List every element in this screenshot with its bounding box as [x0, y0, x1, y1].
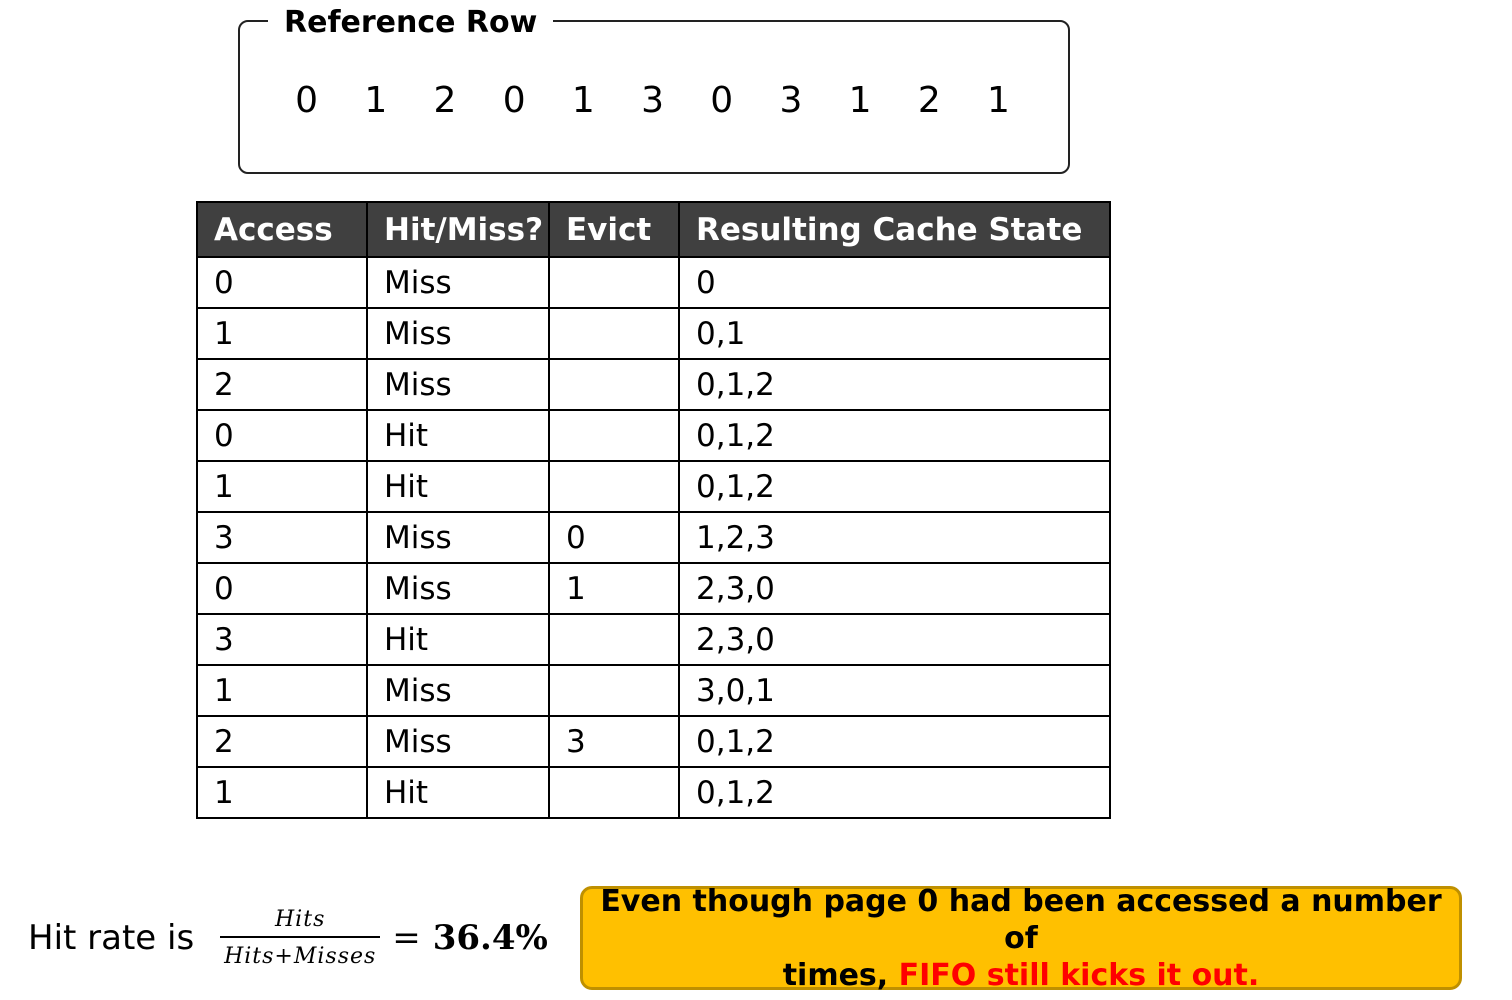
cell-hit-miss: Hit	[367, 410, 549, 461]
cell-evict: 0	[549, 512, 679, 563]
cell-cache-state: 0,1,2	[679, 716, 1110, 767]
cell-hit-miss: Miss	[367, 665, 549, 716]
fifo-cache-table	[196, 201, 1111, 819]
cell-evict	[549, 359, 679, 410]
cell-cache-state: 0,1,2	[679, 359, 1110, 410]
cell-cache-state: 2,3,0	[679, 563, 1110, 614]
reference-value: 0	[502, 80, 526, 121]
table-row	[197, 716, 1110, 767]
fraction-numerator: Hits	[275, 907, 326, 932]
cell-cache-state: 0	[679, 257, 1110, 308]
cell-cache-state: 0,1	[679, 308, 1110, 359]
hit-rate-formula	[28, 908, 548, 968]
hit-rate-fraction	[220, 907, 380, 969]
cell-cache-state: 0,1,2	[679, 767, 1110, 818]
cell-access: 0	[197, 257, 367, 308]
table-row	[197, 614, 1110, 665]
cell-hit-miss: Miss	[367, 359, 549, 410]
reference-value: 3	[641, 80, 664, 121]
cell-evict: 1	[549, 563, 679, 614]
cell-evict	[549, 767, 679, 818]
callout-line-2-plain: times,	[782, 957, 899, 993]
cell-evict	[549, 308, 679, 359]
cell-evict	[549, 257, 679, 308]
cell-evict	[549, 461, 679, 512]
equals-sign: =	[392, 918, 421, 958]
cell-access: 0	[197, 410, 367, 461]
table-row	[197, 665, 1110, 716]
header-cache-state: Resulting Cache State	[679, 202, 1110, 257]
cell-hit-miss: Hit	[367, 461, 549, 512]
header-access: Access	[197, 202, 367, 257]
cell-hit-miss: Miss	[367, 716, 549, 767]
cell-hit-miss: Miss	[367, 308, 549, 359]
cell-access: 1	[197, 767, 367, 818]
fraction-denominator: Hits+Misses	[224, 944, 377, 969]
header-hit-miss: Hit/Miss?	[367, 202, 549, 257]
cell-hit-miss: Hit	[367, 614, 549, 665]
cell-access: 2	[197, 716, 367, 767]
table-row	[197, 410, 1110, 461]
cell-cache-state: 2,3,0	[679, 614, 1110, 665]
cell-cache-state: 1,2,3	[679, 512, 1110, 563]
cell-access: 1	[197, 308, 367, 359]
cell-access: 2	[197, 359, 367, 410]
table-header-row	[197, 202, 1110, 257]
reference-value: 1	[364, 80, 388, 121]
reference-value: 1	[848, 80, 872, 121]
cell-access: 1	[197, 665, 367, 716]
cell-access: 3	[197, 512, 367, 563]
reference-value: 2	[917, 80, 941, 121]
cell-evict	[549, 410, 679, 461]
reference-value: 0	[710, 80, 734, 121]
table-row	[197, 461, 1110, 512]
callout-line-1: Even though page 0 had been accessed a number of	[600, 883, 1442, 956]
hit-rate-result: 36.4%	[432, 918, 548, 958]
cell-hit-miss: Miss	[367, 257, 549, 308]
reference-value: 0	[295, 80, 319, 121]
cell-access: 0	[197, 563, 367, 614]
reference-row-values	[272, 78, 1033, 124]
callout-highlight: FIFO still kicks it out.	[898, 957, 1260, 993]
fifo-callout	[580, 883, 1462, 993]
cell-evict	[549, 614, 679, 665]
cell-access: 1	[197, 461, 367, 512]
table-row	[197, 359, 1110, 410]
reference-value: 1	[987, 80, 1010, 121]
callout-line-2	[783, 957, 1260, 994]
table-row	[197, 767, 1110, 818]
hit-rate-label: Hit rate is	[28, 918, 195, 958]
table-row	[197, 257, 1110, 308]
reference-value: 2	[433, 80, 457, 121]
cell-evict	[549, 665, 679, 716]
cell-hit-miss: Hit	[367, 767, 549, 818]
cell-access: 3	[197, 614, 367, 665]
table-row	[197, 512, 1110, 563]
cell-hit-miss: Miss	[367, 512, 549, 563]
table-row	[197, 563, 1110, 614]
header-evict: Evict	[549, 202, 679, 257]
cell-evict: 3	[549, 716, 679, 767]
reference-value: 1	[571, 80, 595, 121]
reference-value: 3	[779, 80, 803, 121]
cell-cache-state: 0,1,2	[679, 461, 1110, 512]
cell-hit-miss: Miss	[367, 563, 549, 614]
cell-cache-state: 0,1,2	[679, 410, 1110, 461]
reference-row-title: Reference Row	[268, 4, 553, 42]
table-row	[197, 308, 1110, 359]
cell-cache-state: 3,0,1	[679, 665, 1110, 716]
